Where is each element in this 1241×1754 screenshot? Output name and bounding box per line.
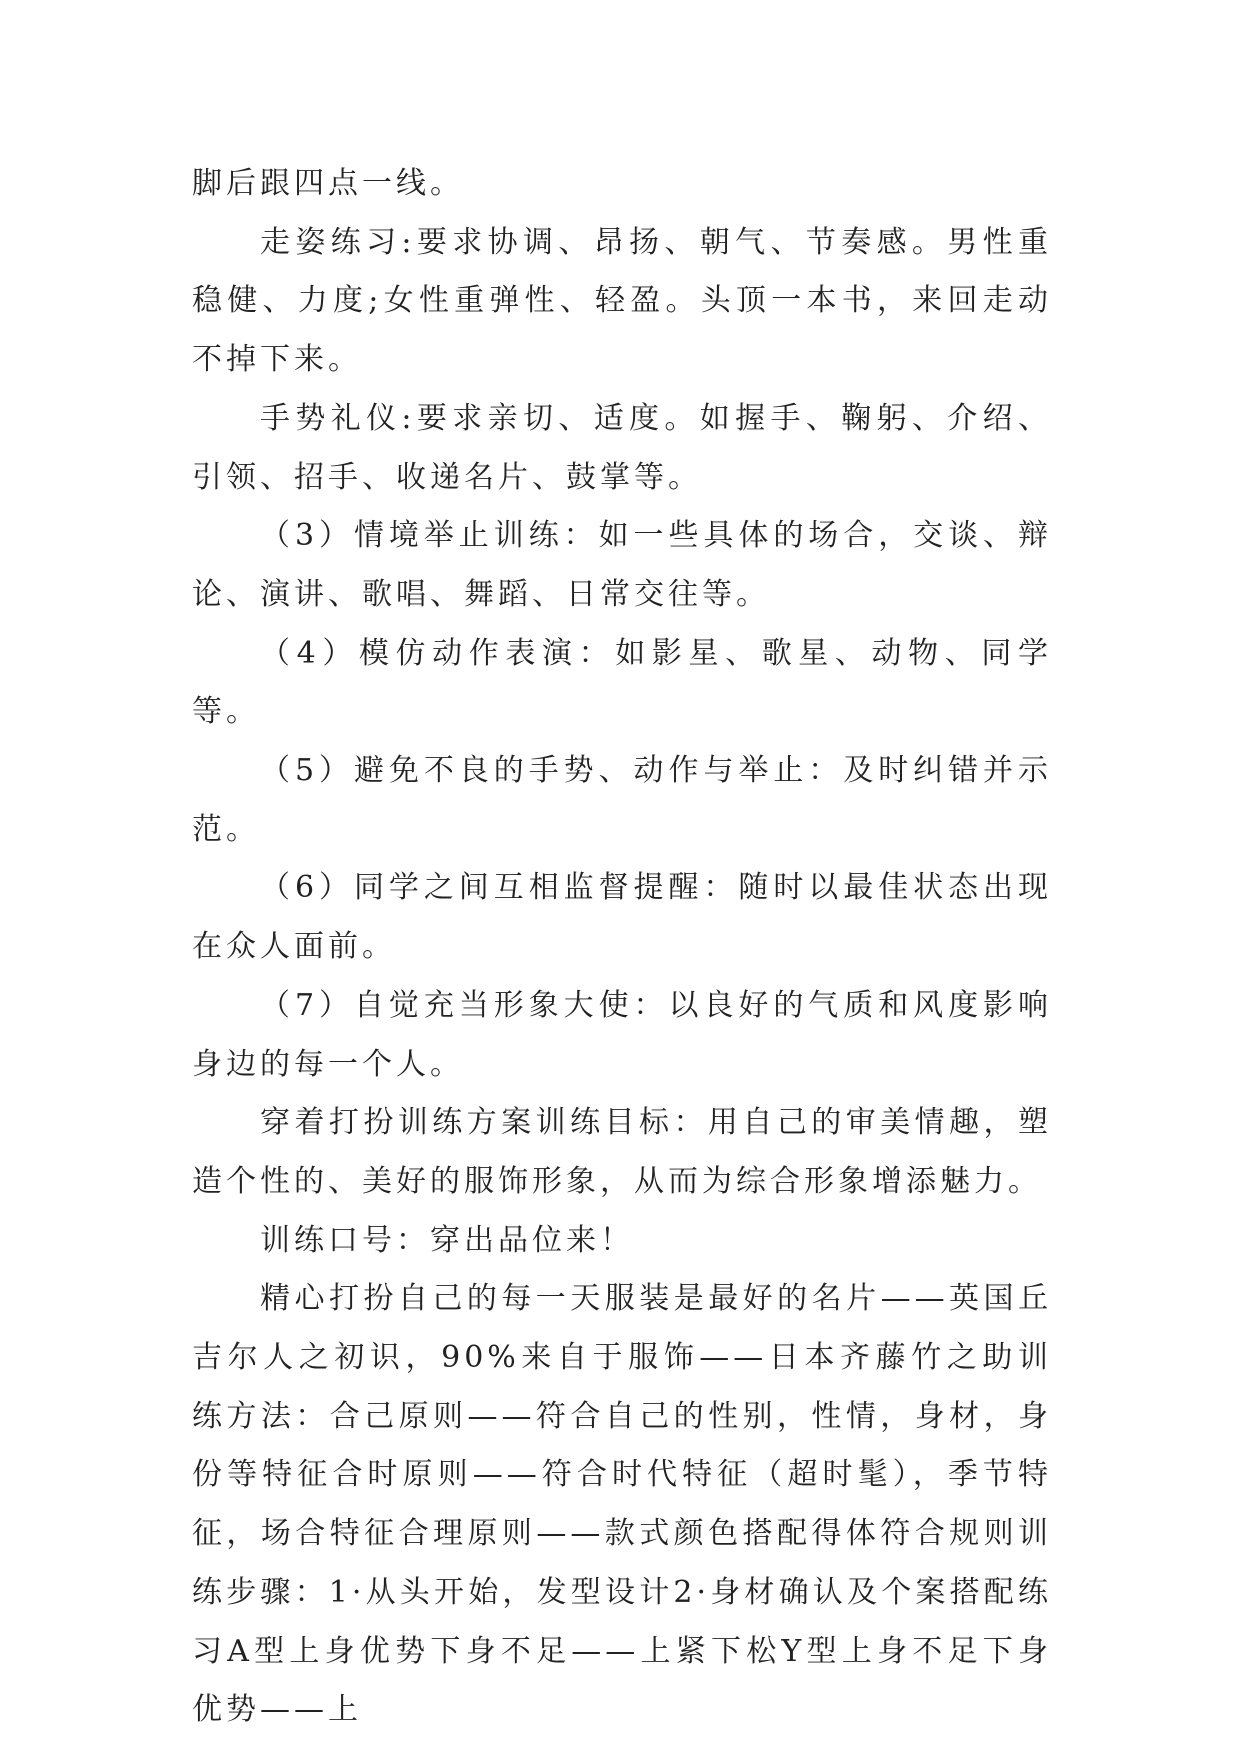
paragraph-1: 脚后跟四点一线。 [192,166,464,201]
paragraph-7: （6）同学之间互相监督提醒：随时以最佳状态出现在众人面前。 [192,870,1052,965]
paragraph-9: 穿着打扮训练方案训练目标：用自己的审美情趣，塑造个性的、美好的服饰形象，从而为综合形象增添魅力。 [192,1105,1052,1199]
paragraph-4: （3）情境举止训练：如一些具体的场合，交谈、辩论、演讲、歌唱、舞蹈、日常交往等。 [192,518,1052,612]
paragraph-8: （7）自觉充当形象大使：以良好的气质和风度影响身边的每一个人。 [192,987,1052,1082]
paragraph-10: 训练口号：穿出品位来！ [260,1222,634,1258]
paragraph-3: 手势礼仪:要求亲切、适度。如握手、鞠躬、介绍、引领、招手、收递名片、鼓掌等。 [192,400,1052,495]
paragraph-11: 精心打扮自己的每一天服装是最好的名片——英国丘吉尔人之初识，90%来自于服饰——日本齐藤竹之助训练方法：合己原则——符合自己的性别，性情，身材，身份等特征合时原则——符合时代特征（超时髦），季节特征，场合特征合理原则——款式颜色搭配得体符合规则训练步骤：1·从头开始，发型设计2·身材确认及个案搭配练习A型上身优势下身不足——上紧下松Y型上身不足下身优势——上 [192,1281,1052,1728]
paragraph-6: （5）避免不良的手势、动作与举止：及时纠错并示范。 [192,753,1052,847]
paragraph-5: （4）模仿动作表演：如影星、歌星、动物、同学等。 [192,635,1052,730]
paragraph-2: 走姿练习:要求协调、昂扬、朝气、节奏感。男性重稳健、力度;女性重弹性、轻盈。头顶一本书，来回走动不掉下来。 [192,224,1052,378]
document-body [192,155,1052,1740]
